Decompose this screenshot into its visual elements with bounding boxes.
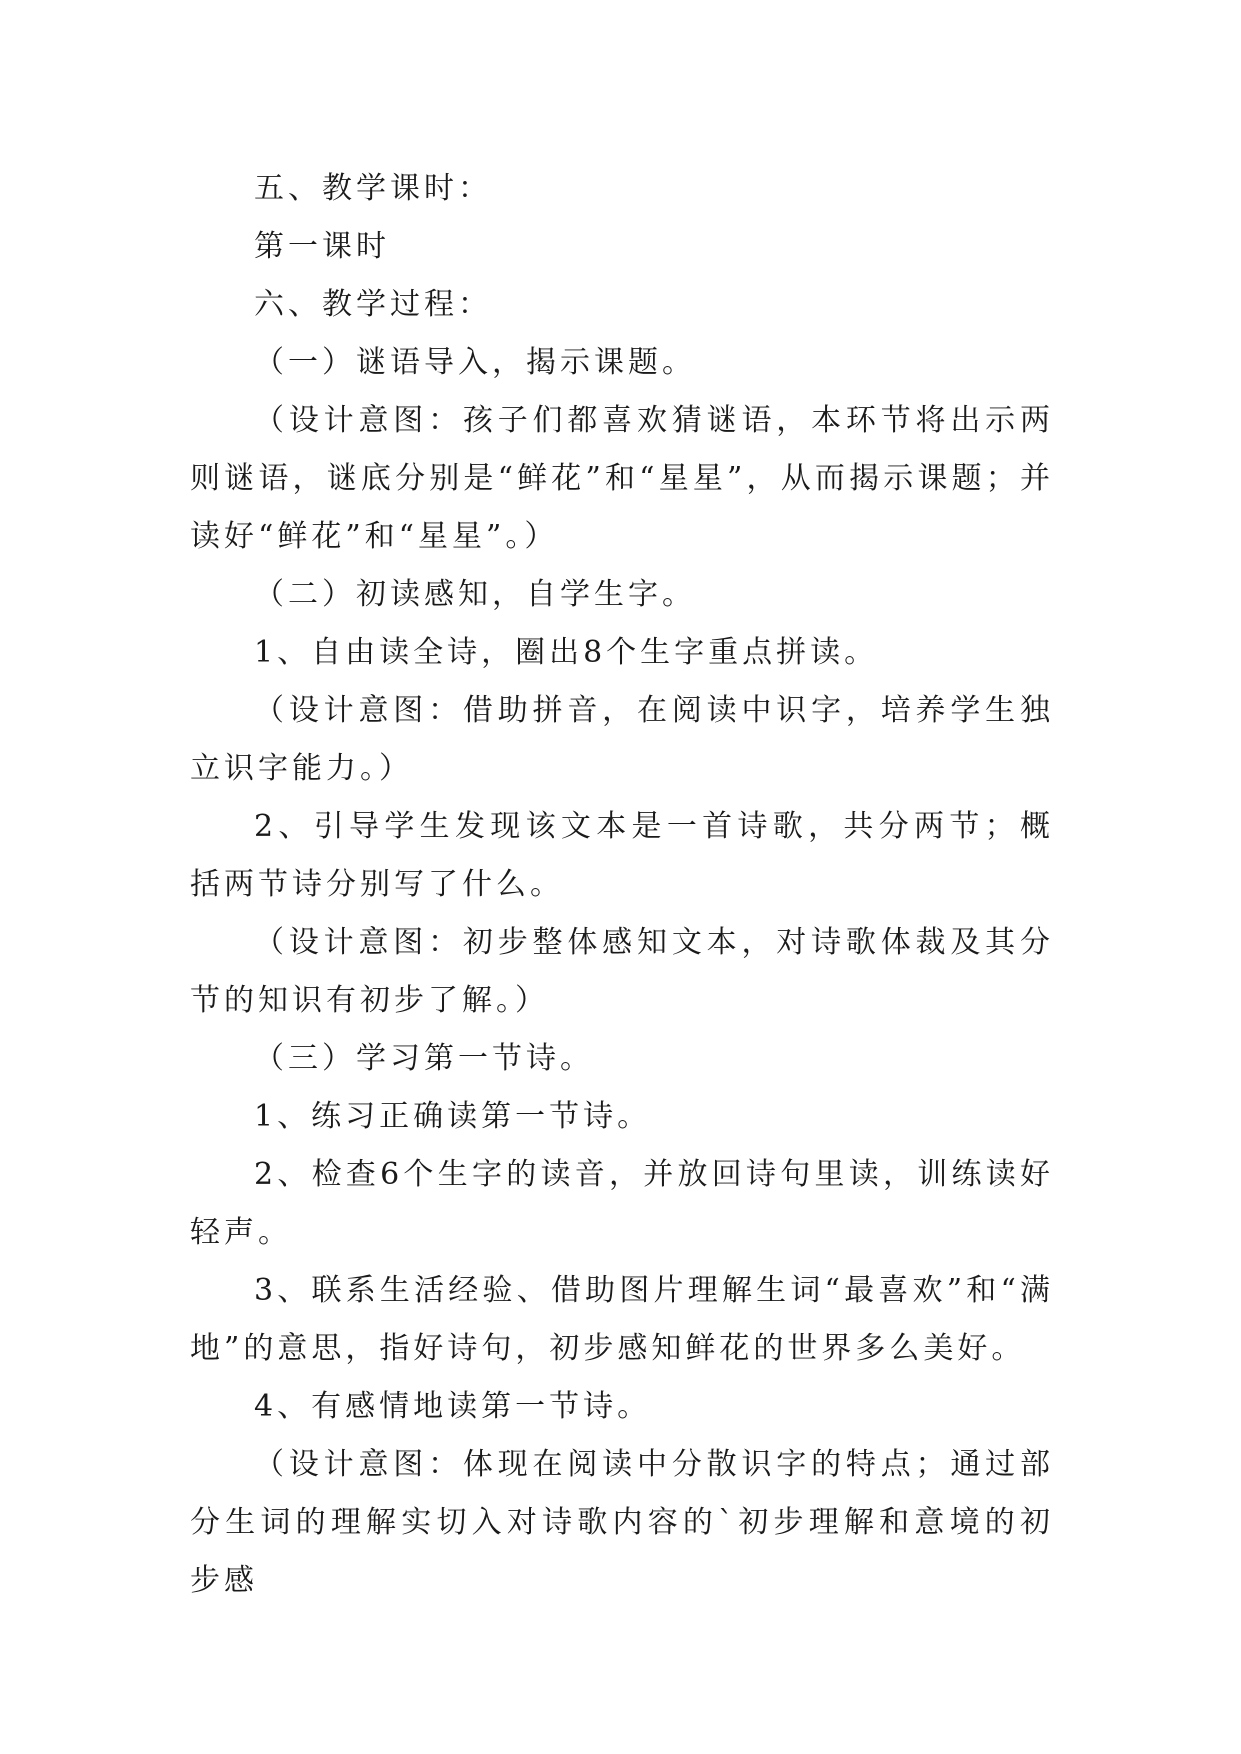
list-item: 3、联系生活经验、借助图片理解生词“最喜欢”和“满地”的意思，指好诗句，初步感知鲜花的世界多么美好。 <box>190 1273 1054 1366</box>
design-intent-paragraph: （设计意图：初步整体感知文本，对诗歌体裁及其分节的知识有初步了解。） <box>190 925 1054 1018</box>
heading-teaching-process: 六、教学过程： <box>254 287 492 322</box>
section-heading-first-stanza: （三）学习第一节诗。 <box>254 1041 594 1076</box>
design-intent-paragraph: （设计意图：孩子们都喜欢猜谜语，本环节将出示两则谜语，谜底分别是“鲜花”和“星星”，从而揭示课题；并读好“鲜花”和“星星”。） <box>190 403 1054 554</box>
list-item: 1、自由读全诗，圈出8个生字重点拼读。 <box>254 635 879 670</box>
design-intent-paragraph: （设计意图：借助拼音，在阅读中识字，培养学生独立识字能力。） <box>190 693 1054 786</box>
list-item: 2、检查6个生字的读音，并放回诗句里读，训练读好轻声。 <box>190 1157 1054 1250</box>
section-heading-first-reading: （二）初读感知，自学生字。 <box>254 577 696 612</box>
paragraph-first-lesson: 第一课时 <box>254 229 390 264</box>
document-body <box>190 160 1054 1610</box>
list-item: 1、练习正确读第一节诗。 <box>254 1099 652 1134</box>
list-item: 2、引导学生发现该文本是一首诗歌，共分两节；概括两节诗分别写了什么。 <box>190 809 1054 902</box>
design-intent-paragraph: （设计意图：体现在阅读中分散识字的特点；通过部分生词的理解实切入对诗歌内容的`初步理解和意境的初步感 <box>190 1447 1054 1598</box>
list-item: 4、有感情地读第一节诗。 <box>254 1389 652 1424</box>
section-heading-riddle: （一）谜语导入，揭示课题。 <box>254 345 696 380</box>
heading-lesson-hours: 五、教学课时： <box>254 171 492 206</box>
